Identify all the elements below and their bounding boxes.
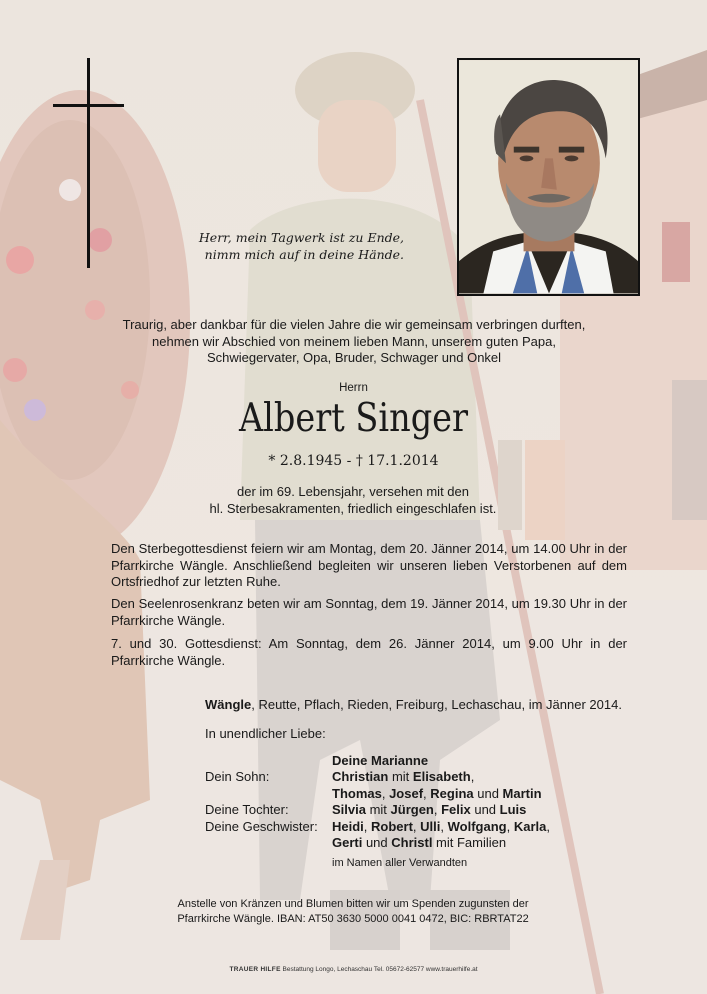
family-text: , xyxy=(363,818,372,834)
sibling-name: Ulli xyxy=(420,818,441,834)
grandchild-name: Regina xyxy=(430,785,474,801)
sibling-name: Christl xyxy=(391,835,433,851)
donation-line-2: Pfarrkirche Wängle. IBAN: AT50 3630 5000 0041 0472, BIC: RBRTAT22 xyxy=(177,913,529,925)
life-text xyxy=(150,484,556,517)
family-text: , xyxy=(412,818,421,834)
intro-line-2: nehmen wir Abschied von meinem lieben Mann, unserem guten Papa, xyxy=(152,333,556,349)
sibling-name: Karla xyxy=(513,818,547,834)
portrait-image xyxy=(459,60,638,294)
family-text: mit xyxy=(388,769,413,785)
family-row-son xyxy=(205,769,625,785)
donation-text xyxy=(120,897,586,927)
daughter-partner-name: Jürgen xyxy=(390,802,434,818)
family-list xyxy=(205,753,625,851)
family-text: , xyxy=(546,818,550,834)
salutation: Herrn xyxy=(339,382,368,394)
relatives-line: im Namen aller Verwandten xyxy=(332,857,468,869)
family-text: , xyxy=(470,769,475,785)
daughter-label: Deine Tochter: xyxy=(205,802,289,818)
verse xyxy=(180,229,404,263)
rosary-paragraph: Den Seelenrosenkranz beten wir am Sonntag, dem 19. Jänner 2014, um 19.30 Uhr in der Pfarrkirche Wängle. xyxy=(111,596,627,628)
grandchild-name: Luis xyxy=(499,802,527,818)
daughter-name: Silvia xyxy=(332,802,366,818)
wife-name: Deine Marianne xyxy=(332,753,429,768)
son-name: Christian xyxy=(332,769,389,785)
family-row-daughter xyxy=(205,802,625,818)
donation-line-1: Anstelle von Kränzen und Blumen bitten wir um Spenden zugunsten der xyxy=(177,898,529,910)
deceased-name: Albert Singer xyxy=(238,396,469,441)
life-dates: * 2.8.1945 - † 17.1.2014 xyxy=(268,453,439,469)
family-row-siblings xyxy=(205,819,625,835)
family-text: , xyxy=(423,785,431,801)
footer xyxy=(0,966,707,973)
verse-line-1: Herr, mein Tagwerk ist zu Ende, xyxy=(198,230,404,245)
sibling-name: Wolfgang xyxy=(447,818,507,834)
portrait-photo xyxy=(457,58,640,296)
places-line xyxy=(205,697,635,712)
grandchild-name: Josef xyxy=(389,785,424,801)
family-row-wife xyxy=(205,753,625,769)
life-line-1: der im 69. Lebensjahr, versehen mit den xyxy=(237,484,469,499)
verse-line-2: nimm mich auf in deine Hände. xyxy=(204,247,404,262)
family-text: und xyxy=(470,802,500,818)
places-first: Wängle xyxy=(205,697,252,712)
life-line-2: hl. Sterbesakramenten, friedlich eingeschlafen ist. xyxy=(209,500,497,516)
grandchild-name: Felix xyxy=(441,802,471,818)
intro-text xyxy=(80,317,628,367)
intro-line-3: Schwiegervater, Opa, Bruder, Schwager und Onkel xyxy=(206,350,502,365)
grandchild-name: Thomas xyxy=(332,785,382,801)
sibling-name: Heidi xyxy=(332,818,364,834)
footer-brand: TRAUER HILFE xyxy=(229,966,281,973)
family-text: , xyxy=(506,818,514,834)
siblings-label: Deine Geschwister: xyxy=(205,818,318,834)
cross-horizontal xyxy=(53,104,124,107)
intro-line-1: Traurig, aber dankbar für die vielen Jahre die wir gemeinsam verbringen durften, xyxy=(122,317,586,332)
family-text: mit xyxy=(365,802,391,818)
cross-vertical xyxy=(87,58,90,268)
son-partner-name: Elisabeth xyxy=(412,769,471,785)
grandchild-name: Martin xyxy=(502,785,542,801)
family-text: , xyxy=(381,785,390,801)
footer-contact: Bestattung Longo, Lechaschau Tel. 05672-62577 www.trauerhilfe.at xyxy=(280,966,478,973)
family-text: und xyxy=(362,835,392,851)
family-text: mit Familien xyxy=(432,835,507,851)
son-label: Dein Sohn: xyxy=(205,769,270,785)
mass-paragraph: 7. und 30. Gottesdienst: Am Sonntag, dem 26. Jänner 2014, um 9.00 Uhr in der Pfarrkirche Wängle. xyxy=(111,636,627,668)
funeral-service-paragraph: Den Sterbegottesdienst feiern wir am Montag, dem 20. Jänner 2014, um 14.00 Uhr in der Pfarrkirche Wängle. Anschließend begleiten wir unseren lieben Verstorbenen auf dem Ortsfriedhof zur letzten Ruhe. xyxy=(111,541,627,589)
sibling-name: Robert xyxy=(371,818,413,834)
family-row-siblings-2 xyxy=(205,835,625,851)
places-rest: , Reutte, Pflach, Rieden, Freiburg, Lechaschau, im Jänner 2014. xyxy=(251,697,622,712)
love-line: In unendlicher Liebe: xyxy=(205,726,326,741)
family-row-grandchildren-1 xyxy=(205,786,625,802)
sibling-name: Gerti xyxy=(332,835,363,851)
family-text: , xyxy=(440,818,448,834)
family-text: und xyxy=(473,785,503,801)
family-text: , xyxy=(433,802,442,818)
